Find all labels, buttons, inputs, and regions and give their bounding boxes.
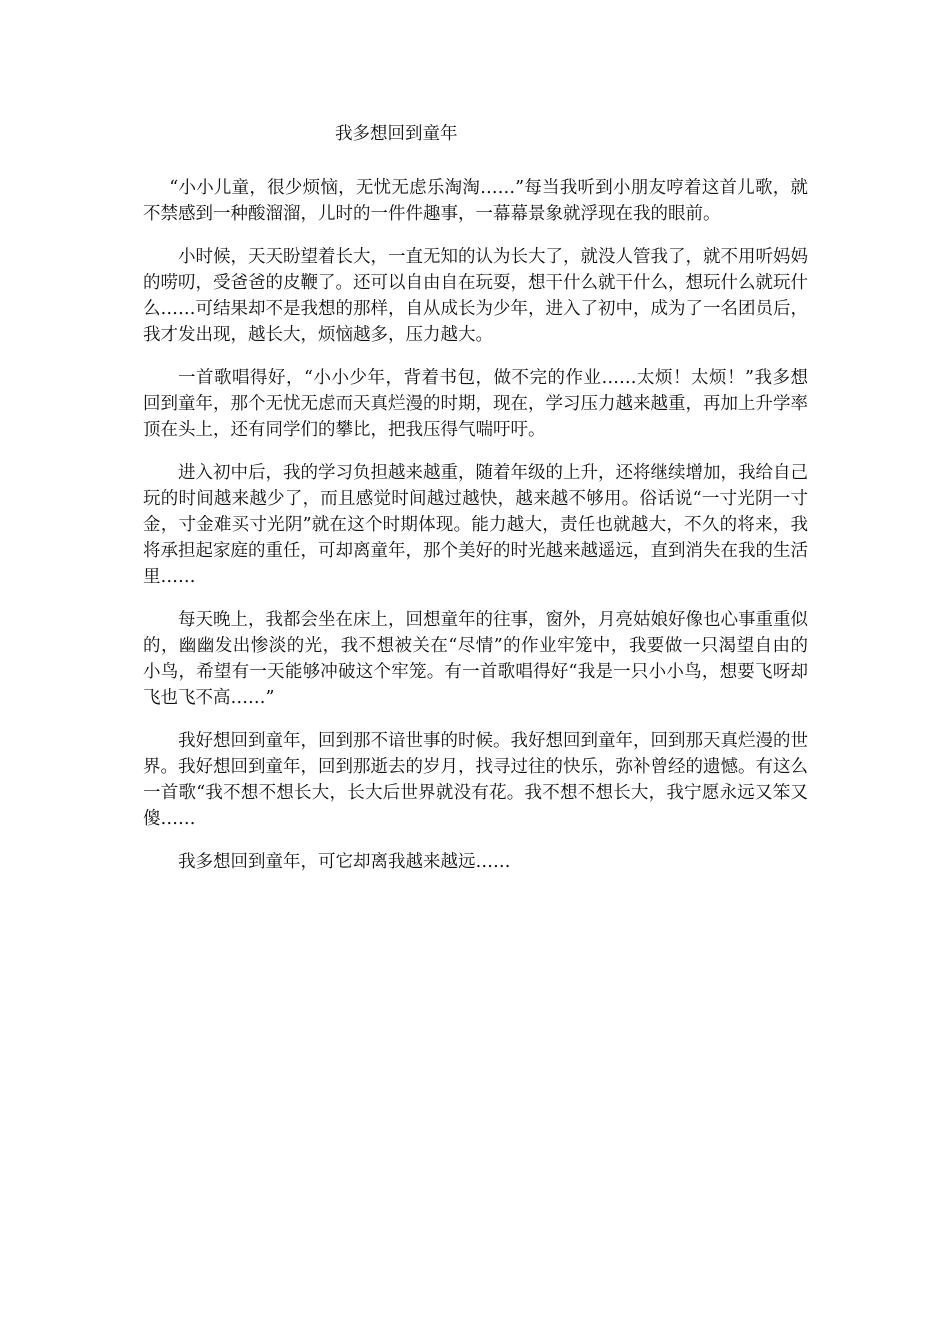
paragraph-3: 一首歌唱得好，“小小少年，背着书包，做不完的作业……太烦！太烦！”我多想回到童年，那个无忧无虑而天真烂漫的时期，现在，学习压力越来越重，再加上升学率顶在头上，还有同学们的攀比，把我压得气喘吁吁。	[143, 368, 808, 440]
paragraph-1: “小小儿童，很少烦恼，无忧无虑乐淘淘……”每当我听到小朋友哼着这首儿歌，就不禁感到一种酸溜溜，儿时的一件件趣事，一幕幕景象就浮现在我的眼前。	[143, 178, 808, 224]
paragraph-6: 我好想回到童年，回到那不谙世事的时候。我好想回到童年，回到那天真烂漫的世界。我好想回到童年，回到那逝去的岁月，找寻过往的快乐，弥补曾经的遗憾。有这么一首歌“我不想不想长大，长大后世界就没有花。我不想不想长大，我宁愿永远又笨又傻……	[143, 731, 808, 829]
paragraph-4: 进入初中后，我的学习负担越来越重，随着年级的上升，还将继续增加，我给自己玩的时间越来越少了，而且感觉时间越过越快，越来越不够用。俗话说“一寸光阴一寸金，寸金难买寸光阴”就在这个时期体现。能力越大，责任也就越大，不久的将来，我将承担起家庭的重任，可却离童年，那个美好的时光越来越遥远，直到消失在我的生活里……	[143, 463, 808, 587]
document-title: 我多想回到童年	[335, 124, 458, 144]
paragraph-7: 我多想回到童年，可它却离我越来越远……	[178, 852, 511, 872]
document-body	[143, 121, 808, 892]
paragraph-2: 小时候，天天盼望着长大，一直无知的认为长大了，就没人管我了，就不用听妈妈的唠叨，受爸爸的皮鞭了。还可以自由自在玩耍，想干什么就干什么，想玩什么就玩什么……可结果却不是我想的那样，自从成长为少年，进入了初中，成为了一名团员后，我才发出现，越长大，烦恼越多，压力越大。	[143, 247, 808, 345]
paragraph-5: 每天晚上，我都会坐在床上，回想童年的往事，窗外，月亮姑娘好像也心事重重似的，幽幽发出惨淡的光，我不想被关在“尽情”的作业牢笼中，我要做一只渴望自由的小鸟，希望有一天能够冲破这个牢笼。有一首歌唱得好“我是一只小小鸟，想要飞呀却飞也飞不高……”	[143, 610, 808, 708]
